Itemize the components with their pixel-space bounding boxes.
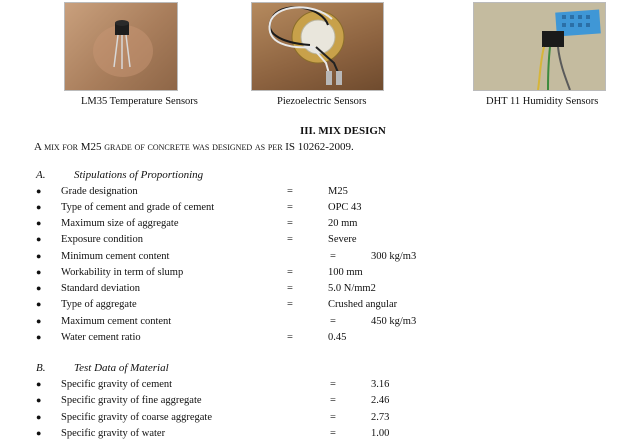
bullet-icon: ● bbox=[36, 299, 42, 309]
bullet-icon: ● bbox=[36, 379, 42, 389]
item-label: Water cement ratio bbox=[61, 332, 141, 343]
equals-sign: = bbox=[287, 332, 293, 343]
bullet-icon: ● bbox=[36, 251, 42, 261]
item-value: 100 mm bbox=[328, 267, 363, 278]
list-item bbox=[0, 267, 628, 283]
item-value: 3.16 bbox=[371, 379, 390, 390]
equals-sign: = bbox=[287, 202, 293, 213]
item-value: M25 bbox=[328, 186, 348, 197]
item-value: Crushed angular bbox=[328, 299, 398, 310]
equals-sign: = bbox=[287, 283, 293, 294]
list-item bbox=[0, 234, 628, 250]
list-item bbox=[0, 283, 628, 299]
equals-sign: = bbox=[287, 299, 293, 310]
equals-sign: = bbox=[330, 395, 336, 406]
item-label: Standard deviation bbox=[61, 283, 141, 294]
list-item bbox=[0, 428, 628, 444]
equals-sign: = bbox=[287, 267, 293, 278]
item-value: 300 kg/m3 bbox=[371, 251, 417, 262]
figure-caption-dht11: DHT 11 Humidity Sensors bbox=[486, 96, 599, 107]
item-label: Minimum cement content bbox=[61, 251, 170, 262]
item-label: Maximum size of aggregate bbox=[61, 218, 179, 229]
list-item bbox=[0, 218, 628, 234]
subsection-title: Test Data of Material bbox=[74, 362, 169, 374]
bullet-icon: ● bbox=[36, 202, 42, 212]
equals-sign: = bbox=[287, 234, 293, 245]
bullet-icon: ● bbox=[36, 218, 42, 228]
figure-caption-piezoelectric: Piezoelectric Sensors bbox=[277, 96, 367, 107]
item-value: Severe bbox=[328, 234, 357, 245]
list-item bbox=[0, 251, 628, 267]
bullet-icon: ● bbox=[36, 234, 42, 244]
bullet-icon: ● bbox=[36, 316, 42, 326]
equals-sign: = bbox=[287, 186, 293, 197]
bullet-icon: ● bbox=[36, 332, 42, 342]
bullet-icon: ● bbox=[36, 283, 42, 293]
item-value: OPC 43 bbox=[328, 202, 362, 213]
item-value: 2.73 bbox=[371, 412, 390, 423]
bullet-icon: ● bbox=[36, 428, 42, 438]
item-value: 2.46 bbox=[371, 395, 390, 406]
list-item bbox=[0, 412, 628, 428]
item-label: Type of aggregate bbox=[61, 299, 137, 310]
item-value: 1.00 bbox=[371, 428, 390, 439]
subsection-letter: B. bbox=[36, 362, 46, 374]
section-heading: III. MIX DESIGN bbox=[300, 125, 386, 137]
item-value: 5.0 N/mm2 bbox=[328, 283, 376, 294]
item-value: 450 kg/m3 bbox=[371, 316, 417, 327]
item-label: Specific gravity of coarse aggregate bbox=[61, 412, 213, 423]
bullet-icon: ● bbox=[36, 395, 42, 405]
item-label: Exposure condition bbox=[61, 234, 143, 245]
item-label: Type of cement and grade of cement bbox=[61, 202, 215, 213]
dht11-photo bbox=[473, 2, 606, 91]
list-item bbox=[0, 316, 628, 332]
bullet-icon: ● bbox=[36, 267, 42, 277]
equals-sign: = bbox=[330, 316, 336, 327]
list-item bbox=[0, 186, 628, 202]
item-value: 20 mm bbox=[328, 218, 358, 229]
bullet-icon: ● bbox=[36, 412, 42, 422]
lm35-photo bbox=[64, 2, 178, 91]
equals-sign: = bbox=[330, 251, 336, 262]
item-label: Specific gravity of water bbox=[61, 428, 166, 439]
item-label: Workability in term of slump bbox=[61, 267, 184, 278]
item-label: Grade designation bbox=[61, 186, 138, 197]
item-value: 0.45 bbox=[328, 332, 347, 343]
lm35-sensor-icon bbox=[65, 3, 177, 90]
equals-sign: = bbox=[330, 428, 336, 439]
list-item bbox=[0, 379, 628, 395]
bullet-icon: ● bbox=[36, 186, 42, 196]
item-label: Maximum cement content bbox=[61, 316, 172, 327]
subsection-letter: A. bbox=[36, 169, 46, 181]
item-label: Specific gravity of cement bbox=[61, 379, 173, 390]
list-item bbox=[0, 299, 628, 315]
list-item bbox=[0, 395, 628, 411]
equals-sign: = bbox=[287, 218, 293, 229]
dht11-sensor-icon bbox=[474, 3, 605, 90]
figure-caption-lm35: LM35 Temperature Sensors bbox=[81, 96, 198, 107]
list-item bbox=[0, 202, 628, 218]
equals-sign: = bbox=[330, 412, 336, 423]
piezoelectric-photo bbox=[251, 2, 384, 91]
piezo-disc-icon bbox=[252, 3, 383, 90]
item-label: Specific gravity of fine aggregate bbox=[61, 395, 202, 406]
subsection-title: Stipulations of Proportioning bbox=[74, 169, 204, 181]
equals-sign: = bbox=[330, 379, 336, 390]
intro-paragraph: A mix for M25 grade of concrete was designed as per IS 10262-2009. bbox=[34, 141, 354, 153]
list-item bbox=[0, 332, 628, 348]
